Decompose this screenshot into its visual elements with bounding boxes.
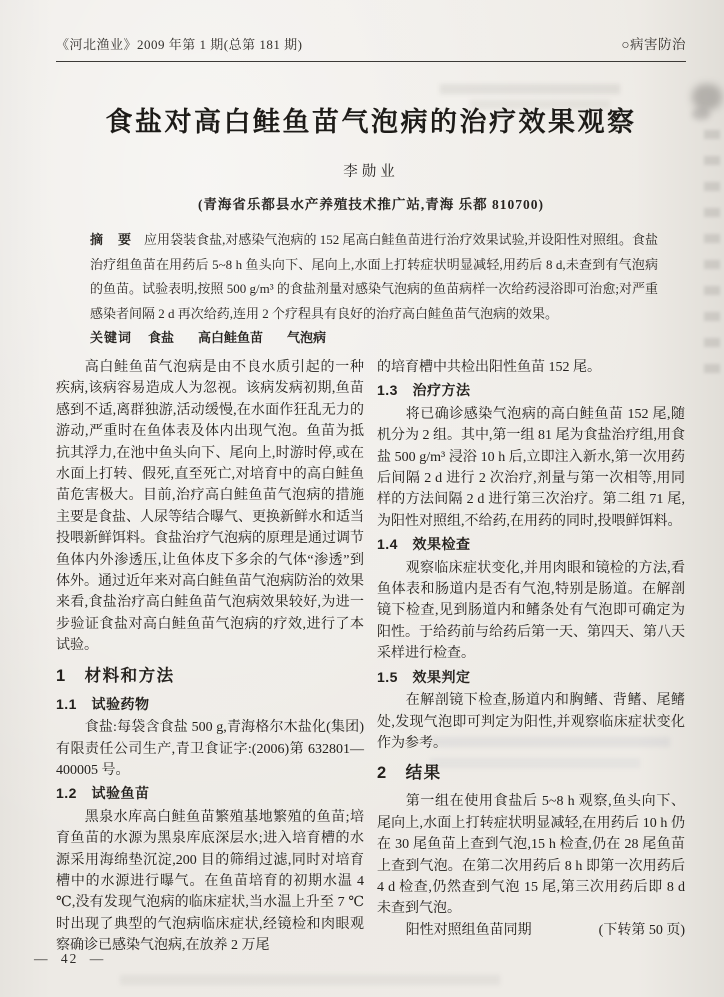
section-heading: 2 结果: [377, 764, 442, 783]
abstract-text: 应用袋装食盐,对感染气泡病的 152 尾高白鲑鱼苗进行治疗效果试验,并设阳性对照组。食盐治疗组鱼苗在用药后 5~8 h 鱼头向下、尾向上,水面上打转症状明显减轻,用药后 8 d,未查到有气泡病的鱼苗。试验表明,按照 500 g/m³ 的食盐剂量对感染气泡病的鱼苗病样一次给药浸浴即可治愈;对严重感染者间隔 2 d 再次给药,连用 2 个疗程具有良好的治疗高白鲑鱼苗气泡病的效果。: [90, 232, 658, 321]
body-paragraph: 在解剖镜下检查,肠道内和胸鳍、背鳍、尾鳍处,发现气泡即可判定为阳性,并观察临床症状变化作为参考。: [377, 693, 685, 751]
scan-bleedthrough-mark: [692, 108, 710, 120]
author-affiliation: (青海省乐都县水产养殖技术推广站,青海 乐都 810700): [197, 197, 545, 212]
scan-bleedthrough-mark: [692, 84, 722, 110]
body-text: 阳性对照组鱼苗同期: [405, 922, 532, 938]
body-paragraph: 将已确诊感染气泡病的高白鲑鱼苗 152 尾,随机分为 2 组。其中,第一组 81 尾为食盐治疗组,用食盐 500 g/m³ 浸浴 10 h 后,立即注入新水,第一次用药后间隔 2 d 进行 2 次治疗,剂量与第一次相等,用同样的方法间隔 2 d 进行第三次治疗。第二组 71 尾,为阳性对照组,不给药,在用药的同时,投喂鲜饵料。: [377, 406, 685, 529]
section-heading: 1.5 效果判定: [377, 668, 471, 685]
article-body: [56, 357, 686, 957]
header-rule: [56, 61, 686, 62]
left-column: [56, 357, 364, 957]
body-paragraph: 的培育槽中共检出阳性鱼苗 152 尾。: [377, 360, 601, 375]
section-heading: 1.1 试验药物: [56, 695, 150, 712]
keyword-item: 高白鲑鱼苗: [198, 330, 264, 345]
page-number: — 42 —: [34, 951, 106, 966]
abstract-block: [90, 228, 658, 326]
column-section-tag: ○病害防治: [621, 37, 686, 52]
body-paragraph: 食盐:每袋含食盐 500 g,青海格尔木盐化(集团)有限责任公司生产,青卫食证字:(2006)第 632801—400005 号。: [56, 720, 364, 778]
keywords-line: [90, 327, 658, 346]
page-header: [56, 33, 686, 53]
section-heading: 1.2 试验鱼苗: [56, 785, 150, 802]
scan-bleedthrough-text-strip: [704, 130, 720, 380]
right-column: [377, 357, 685, 957]
body-paragraph: 高白鲑鱼苗气泡病是由不良水质引起的一种疾病,该病容易造成人为忽视。该病发病初期,鱼苗感到不适,离群独游,活动缓慢,在水面作狂乱无力的游动,严重时在鱼体表及体内出现气泡。鱼苗为抵抗其浮力,在池中鱼头向下、尾向上,时游时停,或在水面上打转、假死,直至死亡,对培育中的高白鲑鱼苗危害极大。目前,治疗高白鲑鱼苗气泡病的措施主要是食盐、人尿等结合曝气、更换新鲜水和适当投喂新鲜饵料。食盐治疗气泡病的原理是通过调节鱼体内外渗透压,让鱼体皮下多余的气体“渗透”到体外。通过近年来对高白鲑鱼苗气泡病防治的效果来看,食盐治疗高白鲑鱼苗气泡病效果较好,为进一步验证食盐对高白鲑鱼苗气泡病的疗效,进行了本试验。: [56, 360, 364, 654]
section-heading: 1 材料和方法: [56, 666, 175, 685]
abstract-label: 摘 要: [90, 232, 133, 247]
body-paragraph: 黑泉水库高白鲑鱼苗繁殖基地繁殖的鱼苗;培育鱼苗的水源为黑泉库底深层水;进入培育槽的水源采用海绵垫沉淀,200 目的筛绢过滤,同时对培育槽中的水源进行曝气。在鱼苗培育的初期水温 4 ℃,没有发现气泡病的临床症状,当水温上升至 7 ℃时出现了典型的气泡病临床症状,经镜检和肉眼观察确诊已感染气泡病,在放养 2 万尾: [56, 809, 364, 954]
journal-issue-line: 《河北渔业》2009 年第 1 期(总第 181 期): [56, 37, 303, 52]
section-heading: 1.4 效果检查: [377, 536, 471, 553]
scan-bleedthrough-mark: [120, 975, 500, 985]
keywords-items: [148, 330, 350, 345]
body-paragraph: 第一组在使用食盐后 5~8 h 观察,鱼头向下、尾向上,水面上打转症状明显减轻,在用药后 10 h 仍在 30 尾鱼苗上查到气泡,15 h 检查,仍在 28 尾鱼苗上查到气泡。在第二次用药后 8 h 即第一次用药后 4 d 检查,仍然查到气泡 15 尾,第三次用药后即 8 d 未查到气泡。: [377, 794, 685, 917]
continued-on-note: (下转第 50 页): [598, 922, 685, 938]
author-name: 李勋业: [343, 164, 399, 180]
body-paragraph: [377, 920, 685, 941]
keyword-item: 食盐: [148, 330, 175, 345]
section-heading: 1.3 治疗方法: [377, 382, 471, 399]
keywords-label: 关键词: [90, 330, 133, 345]
body-paragraph: 观察临床症状变化,并用肉眼和镜检的方法,看鱼体表和肠道内是否有气泡,特别是肠道。在解剖镜下检查,见到肠道内和鳍条处有气泡即可确定为阳性。于给药前与给药后第一天、第四天、第八天采样进行检查。: [377, 560, 685, 662]
article-title: 食盐对高白鲑鱼苗气泡病的治疗效果观察: [105, 107, 637, 137]
keyword-item: 气泡病: [287, 330, 327, 345]
